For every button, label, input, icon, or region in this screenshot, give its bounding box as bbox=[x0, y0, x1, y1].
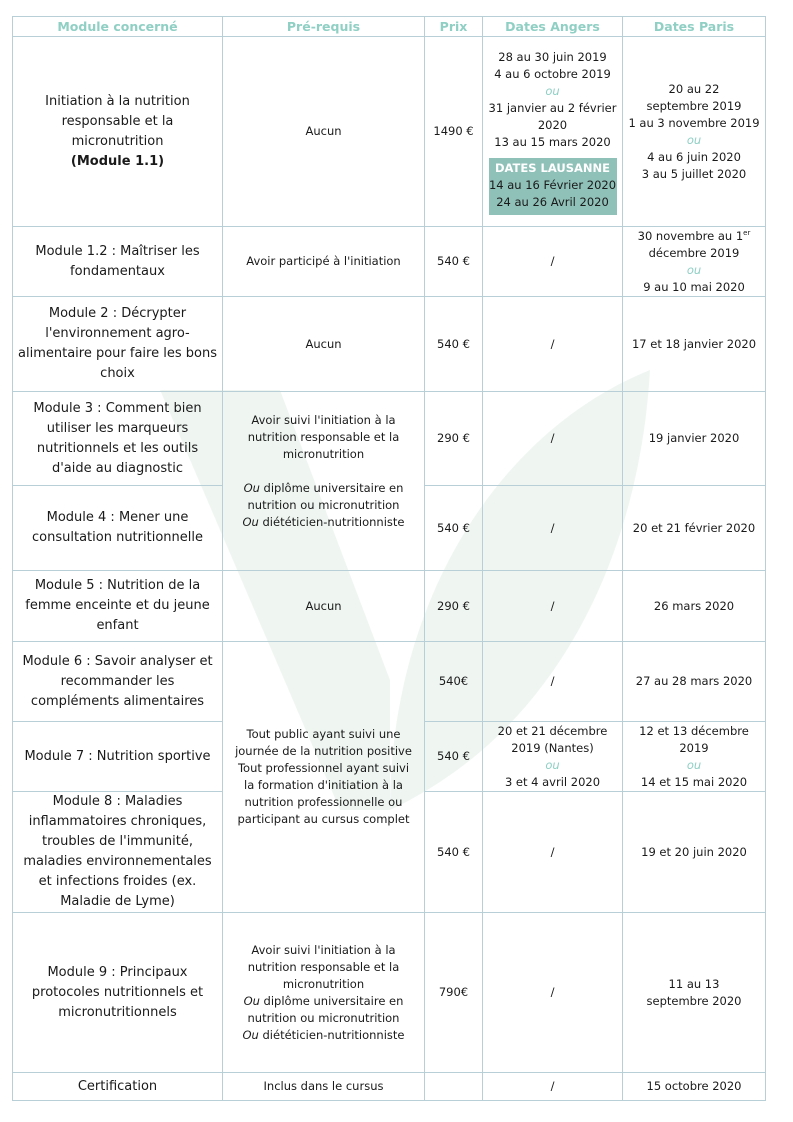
or-word: Ou bbox=[242, 514, 259, 529]
table-row bbox=[13, 1073, 766, 1101]
date-line: 14 au 16 Février 2020 bbox=[488, 177, 617, 192]
or-separator: ou bbox=[545, 757, 560, 772]
module-cell: Module 9 : Principaux protocoles nutritionnels et micronutritionnels bbox=[13, 913, 223, 1073]
date-line: 14 et 15 mai 2020 bbox=[640, 774, 748, 789]
price-cell: 1490 € bbox=[425, 37, 483, 227]
or-word: Ou bbox=[243, 993, 260, 1008]
module-cell: Module 5 : Nutrition de la femme enceinte et du jeune enfant bbox=[13, 571, 223, 642]
prereq-cell: Aucun bbox=[223, 571, 425, 642]
module-cell bbox=[13, 37, 223, 227]
date-line: 1 au 3 novembre 2019 bbox=[628, 115, 760, 130]
table-row bbox=[13, 913, 766, 1073]
price-cell: 540 € bbox=[425, 792, 483, 913]
date-line: 3 au 5 juillet 2020 bbox=[641, 166, 747, 181]
prereq-cell: Aucun bbox=[223, 297, 425, 392]
date-line: 3 et 4 avril 2020 bbox=[504, 774, 601, 789]
module-cell: Module 1.2 : Maîtriser les fondamentaux bbox=[13, 227, 223, 297]
module-cell: Module 4 : Mener une consultation nutritionnelle bbox=[13, 486, 223, 571]
angers-dates-cell bbox=[483, 37, 623, 227]
table-row bbox=[13, 642, 766, 722]
or-word: Ou bbox=[242, 1027, 259, 1042]
paris-dates-cell: 19 janvier 2020 bbox=[623, 392, 766, 486]
header-module: Module concerné bbox=[13, 17, 223, 37]
lausanne-title: DATES LAUSANNE bbox=[494, 160, 611, 175]
prereq-line bbox=[226, 480, 421, 514]
prereq-cell bbox=[223, 642, 425, 913]
date-line bbox=[626, 228, 762, 245]
module-cell: Module 2 : Décrypter l'environnement agro-alimentaire pour faire les bons choix bbox=[13, 297, 223, 392]
date-line: 24 au 26 Avril 2020 bbox=[496, 194, 609, 209]
table-row bbox=[13, 227, 766, 297]
module-tag: (Module 1.1) bbox=[70, 153, 165, 169]
prereq-cell: Inclus dans le cursus bbox=[223, 1073, 425, 1101]
date-line: 13 au 15 mars 2020 bbox=[494, 134, 611, 149]
angers-dates-cell: / bbox=[483, 392, 623, 486]
paris-dates-cell bbox=[623, 227, 766, 297]
or-separator: ou bbox=[686, 262, 702, 277]
angers-dates-cell: / bbox=[483, 227, 623, 297]
angers-dates-cell: / bbox=[483, 1073, 623, 1101]
prereq-line: Tout public ayant suivi une journée de la nutrition positive bbox=[235, 727, 412, 758]
paris-dates-cell bbox=[623, 913, 766, 1073]
prereq-line: Avoir suivi l'initiation à la nutrition responsable et la micronutrition bbox=[247, 942, 400, 991]
prereq-text: diététicien-nutritionniste bbox=[258, 1027, 405, 1042]
date-line: 9 au 10 mai 2020 bbox=[643, 279, 745, 294]
header-row bbox=[13, 17, 766, 37]
header-prereq: Pré-requis bbox=[223, 17, 425, 37]
price-cell: 540 € bbox=[425, 486, 483, 571]
price-cell: 790€ bbox=[425, 913, 483, 1073]
price-cell: 290 € bbox=[425, 392, 483, 486]
table-row bbox=[13, 392, 766, 486]
prereq-text: diététicien-nutritionniste bbox=[258, 514, 405, 529]
paris-dates-cell: 17 et 18 janvier 2020 bbox=[623, 297, 766, 392]
date-line: 4 au 6 juin 2020 bbox=[647, 149, 741, 164]
prereq-cell: Avoir participé à l'initiation bbox=[223, 227, 425, 297]
angers-dates-cell: / bbox=[483, 486, 623, 571]
price-cell: 540 € bbox=[425, 722, 483, 792]
date-line: 20 et 21 décembre 2019 (Nantes) bbox=[497, 723, 608, 755]
paris-dates-cell bbox=[623, 37, 766, 227]
prereq-text: diplôme universitaire en nutrition ou micronutrition bbox=[247, 480, 404, 512]
or-separator: ou bbox=[686, 132, 702, 147]
prereq-cell bbox=[223, 392, 425, 571]
angers-dates-cell: / bbox=[483, 297, 623, 392]
paris-dates-cell: 26 mars 2020 bbox=[623, 571, 766, 642]
date-line: 31 janvier au 2 février 2020 bbox=[488, 100, 617, 132]
date-line: 28 au 30 juin 2019 bbox=[498, 49, 607, 64]
angers-dates-cell: / bbox=[483, 571, 623, 642]
training-schedule-table bbox=[12, 16, 766, 1101]
table-row bbox=[13, 297, 766, 392]
or-separator: ou bbox=[545, 83, 560, 98]
paris-dates-cell: 19 et 20 juin 2020 bbox=[623, 792, 766, 913]
date-text: 30 novembre au 1 bbox=[637, 228, 744, 243]
date-line: 12 et 13 décembre 2019 bbox=[639, 723, 749, 755]
lausanne-dates-box bbox=[489, 158, 617, 215]
module-cell: Module 8 : Maladies inflammatoires chroniques, troubles de l'immunité, maladies environnementales et infections froides (ex. Maladie de Lyme) bbox=[13, 792, 223, 913]
ordinal-suffix: er bbox=[743, 228, 751, 237]
price-cell: 540 € bbox=[425, 297, 483, 392]
table-row bbox=[13, 37, 766, 227]
angers-dates-cell: / bbox=[483, 792, 623, 913]
price-cell: 290 € bbox=[425, 571, 483, 642]
or-word: Ou bbox=[243, 480, 260, 495]
paris-dates-cell: 27 au 28 mars 2020 bbox=[623, 642, 766, 722]
angers-dates-cell bbox=[483, 722, 623, 792]
price-cell: 540 € bbox=[425, 227, 483, 297]
header-angers: Dates Angers bbox=[483, 17, 623, 37]
prereq-cell: Aucun bbox=[223, 37, 425, 227]
prereq-line bbox=[226, 514, 421, 531]
angers-dates-cell: / bbox=[483, 642, 623, 722]
prereq-line bbox=[226, 1027, 421, 1044]
date-line: décembre 2019 bbox=[648, 245, 740, 260]
module-cell: Module 3 : Comment bien utiliser les marqueurs nutritionnels et les outils d'aide au diagnostic bbox=[13, 392, 223, 486]
angers-dates-cell: / bbox=[483, 913, 623, 1073]
prereq-line bbox=[226, 993, 421, 1027]
date-line: 4 au 6 octobre 2019 bbox=[494, 66, 611, 81]
price-cell bbox=[425, 1073, 483, 1101]
table-row bbox=[13, 571, 766, 642]
module-cell: Module 7 : Nutrition sportive bbox=[13, 722, 223, 792]
paris-dates-cell: 20 et 21 février 2020 bbox=[623, 486, 766, 571]
date-line: 20 au 22 septembre 2019 bbox=[646, 81, 742, 113]
module-cell: Certification bbox=[13, 1073, 223, 1101]
prereq-line: Avoir suivi l'initiation à la nutrition responsable et la micronutrition bbox=[247, 412, 400, 461]
module-cell: Module 6 : Savoir analyser et recommander les compléments alimentaires bbox=[13, 642, 223, 722]
prereq-cell bbox=[223, 913, 425, 1073]
prereq-line: Tout professionnel ayant suivi la formation d'initiation à la nutrition professionnelle ou participant au cursus complet bbox=[237, 761, 410, 826]
prereq-text: diplôme universitaire en nutrition ou micronutrition bbox=[247, 993, 404, 1025]
header-paris: Dates Paris bbox=[623, 17, 766, 37]
module-title: Initiation à la nutrition responsable et la micronutrition bbox=[45, 93, 190, 149]
date-line: 11 au 13 septembre 2020 bbox=[646, 976, 742, 1008]
header-price: Prix bbox=[425, 17, 483, 37]
paris-dates-cell: 15 octobre 2020 bbox=[623, 1073, 766, 1101]
paris-dates-cell bbox=[623, 722, 766, 792]
or-separator: ou bbox=[686, 757, 702, 772]
price-cell: 540€ bbox=[425, 642, 483, 722]
